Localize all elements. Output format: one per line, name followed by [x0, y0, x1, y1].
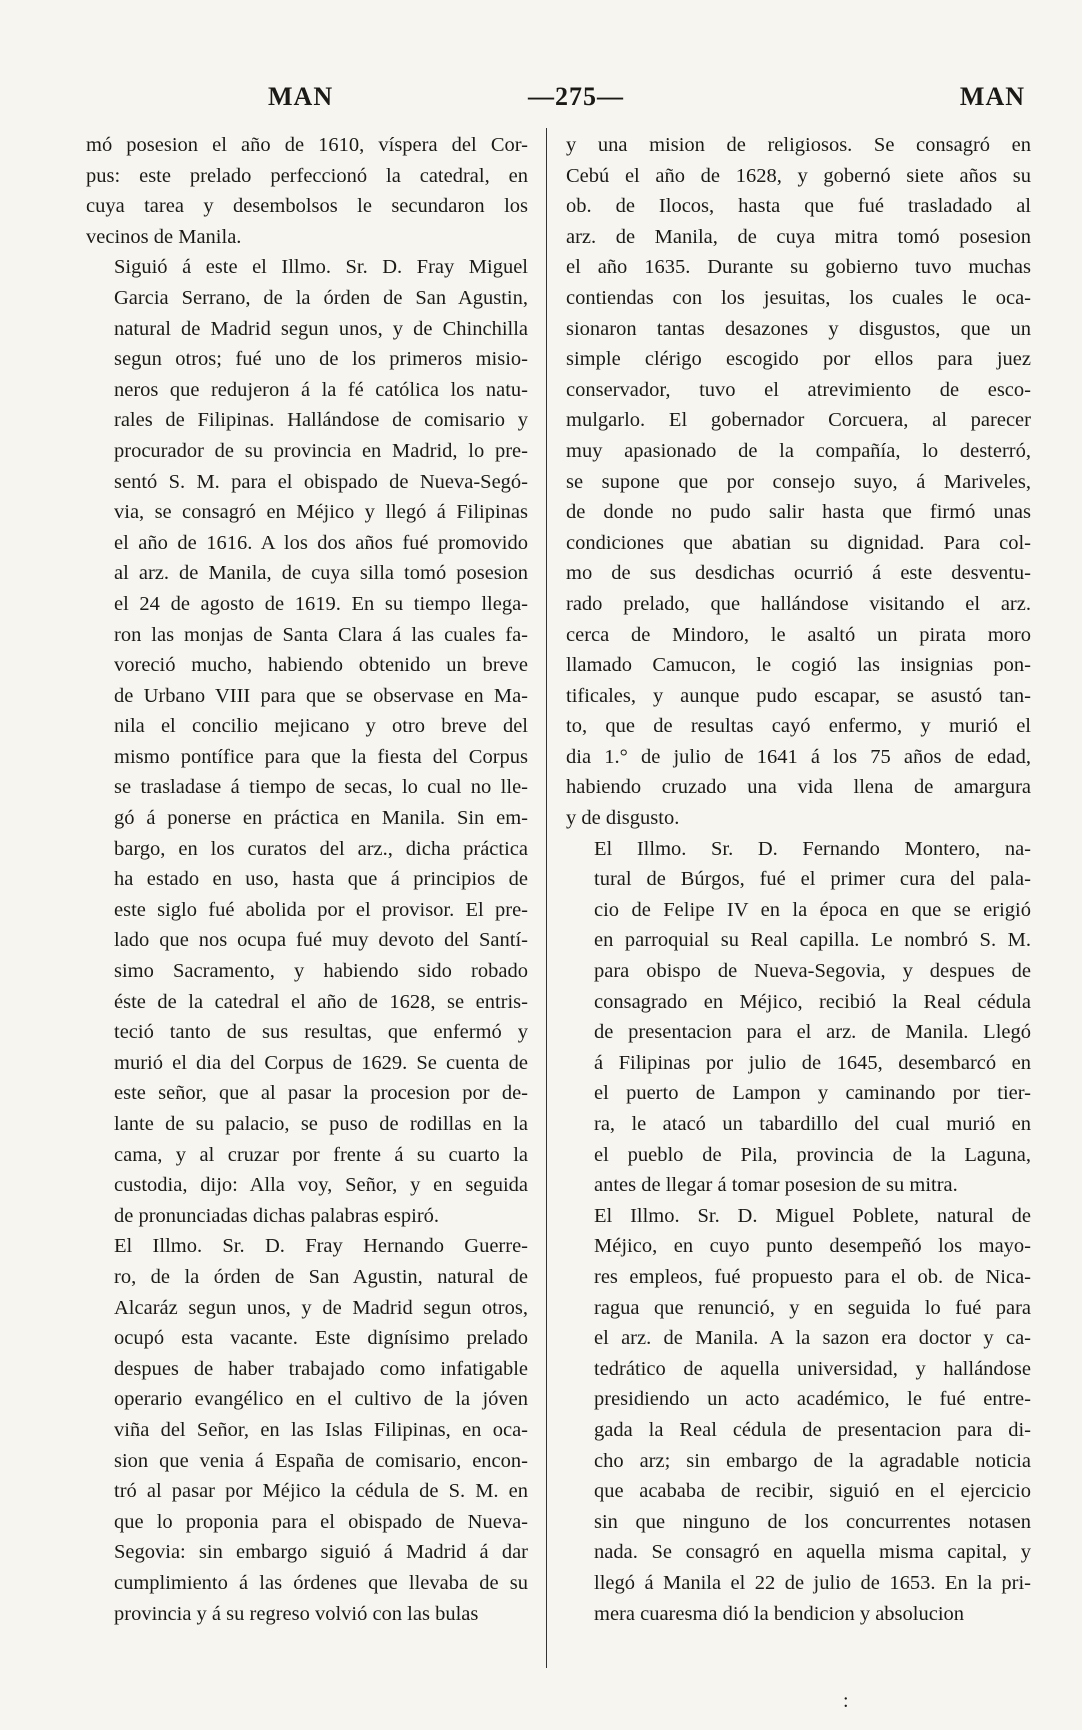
running-header — [80, 82, 1025, 122]
text-line: llamado Camucon, le cogió las insignias pon- — [566, 654, 1031, 677]
text-line: natural de Madrid segun unos, y de Chinchilla — [114, 317, 528, 340]
text-line: el año 1635. Durante su gobierno tuvo muchas — [566, 256, 1031, 279]
text-line: de presentacion para el arz. de Manila. Llegó — [594, 1021, 1031, 1044]
text-line: sion que venia á España de comisario, encon- — [114, 1449, 528, 1472]
text-line: sentó S. M. para el obispado de Nueva-Segó- — [114, 470, 528, 493]
paragraph — [566, 834, 1031, 1201]
text-line: Siguió á este el Illmo. Sr. D. Fray Miguel — [114, 256, 528, 279]
text-line: El Illmo. Sr. D. Fernando Montero, na- — [594, 837, 1031, 860]
text-line: murió el dia del Corpus de 1629. Se cuenta de — [114, 1051, 528, 1074]
text-line: custodia, dijo: Alla voy, Señor, y en seguida — [114, 1174, 528, 1197]
text-line: to, que de resultas cayó enfermo, y murió el — [566, 715, 1031, 738]
text-line: llegó á Manila el 22 de julio de 1653. En la pri- — [594, 1571, 1031, 1594]
text-line: mo de sus desdichas ocurrió á este desventu- — [566, 562, 1031, 585]
text-line: tural de Búrgos, fué el primer cura del pala- — [594, 868, 1031, 891]
text-line: ro, de la órden de San Agustin, natural de — [114, 1265, 528, 1288]
text-line: dia 1.° de julio de 1641 á los 75 años de edad, — [566, 745, 1031, 768]
text-line: tificales, y aunque pudo escapar, se asustó tan- — [566, 684, 1031, 707]
text-line: condiciones que abatian su dignidad. Para col- — [566, 531, 1031, 554]
text-line: se trasladase á tiempo de secas, lo cual no lle- — [114, 776, 528, 799]
text-line: este siglo fué abolida por el provisor. El pre- — [114, 898, 528, 921]
text-line: sin que ninguno de los concurrentes notasen — [594, 1510, 1031, 1533]
text-line: El Illmo. Sr. D. Fray Hernando Guerre- — [114, 1235, 528, 1258]
text-line: lado que nos ocupa fué muy devoto del Santí- — [114, 929, 528, 952]
paragraph — [566, 130, 1031, 834]
text-line: via, se consagró en Méjico y llegó á Filipinas — [114, 501, 528, 524]
text-line: contiendas con los jesuitas, los cuales le oca- — [566, 286, 1031, 309]
text-line: el puerto de Lampon y caminando por tier- — [594, 1082, 1031, 1105]
text-line: se supone que por consejo suyo, á Mariveles, — [566, 470, 1031, 493]
text-line: cama, y al cruzar por frente á su cuarto la — [114, 1143, 528, 1166]
text-line: nila el concilio mejicano y otro breve del — [114, 715, 528, 738]
text-line: pus: este prelado perfeccionó la catedral, en — [86, 164, 528, 187]
text-line: res empleos, fué propuesto para el ob. de Nica- — [594, 1265, 1031, 1288]
paragraph — [86, 1231, 528, 1629]
column-divider — [546, 128, 547, 1668]
text-line: bargo, en los curatos del arz., dicha práctica — [114, 837, 528, 860]
text-line: lante de su palacio, se puso de rodillas en la — [114, 1113, 528, 1135]
text-line: gó á ponerse en práctica en Manila. Sin em- — [114, 807, 528, 830]
text-line: mera cuaresma dió la bendicion y absolucion — [594, 1602, 965, 1625]
text-line: viña del Señor, en las Islas Filipinas, en oca- — [114, 1418, 528, 1441]
text-line: mó posesion el año de 1610, víspera del Cor- — [86, 134, 528, 156]
text-line: provincia y á su regreso volvió con las bulas — [114, 1602, 479, 1625]
text-line: á Filipinas por julio de 1645, desembarcó en — [594, 1051, 1031, 1074]
text-line: voreció mucho, habiendo obtenido un breve — [114, 654, 528, 677]
text-line: simo Sacramento, y habiendo sido robado — [114, 960, 528, 983]
text-line: que lo proponia para el obispado de Nueva- — [114, 1510, 528, 1533]
text-line: mulgarlo. El gobernador Corcuera, al parecer — [566, 409, 1031, 432]
text-line: neros que redujeron á la fé católica los natu- — [114, 378, 528, 401]
text-line: nada. Se consagró en aquella misma capital, y — [594, 1541, 1031, 1564]
text-line: rado prelado, que hallándose visitando el arz. — [566, 592, 1031, 615]
paragraph — [86, 130, 528, 252]
text-line: Cebú el año de 1628, y gobernó siete años su — [566, 164, 1031, 187]
text-line: cuya tarea y desembolsos le secundaron los — [86, 195, 528, 218]
text-line: para obispo de Nueva-Segovia, y despues de — [594, 960, 1031, 983]
text-line: tró al pasar por Méjico la cédula de S. M. en — [114, 1480, 528, 1503]
text-line: cumplimiento á las órdenes que llevaba de su — [114, 1571, 528, 1594]
text-line: el año de 1616. A los dos años fué promovido — [114, 531, 528, 554]
text-line: ra, le atacó un tabardillo del cual murió en — [594, 1113, 1031, 1135]
text-line: ragua que renunció, y en seguida lo fué para — [594, 1296, 1031, 1319]
paragraph — [86, 252, 528, 1231]
text-line: que acababa de recibir, siguió en el ejercicio — [594, 1480, 1031, 1503]
header-right-word: MAN — [959, 82, 1025, 111]
text-line: El Illmo. Sr. D. Miguel Poblete, natural de — [594, 1204, 1031, 1227]
text-line: de donde no pudo salir hasta que firmó unas — [566, 501, 1031, 524]
text-line: al arz. de Manila, de cuya silla tomó posesion — [114, 562, 528, 585]
text-line: éste de la catedral el año de 1628, se entris- — [114, 990, 528, 1013]
text-line: tedrático de aquella universidad, y hallándose — [594, 1357, 1031, 1380]
text-line: rales de Filipinas. Hallándose de comisario y — [114, 409, 528, 432]
text-line: ha estado en uso, hasta que á principios de — [114, 868, 528, 891]
text-line: segun otros; fué uno de los primeros misio- — [114, 348, 528, 371]
text-line: conservador, tuvo el atrevimiento de esco- — [566, 378, 1031, 401]
text-line: mismo pontífice para que la fiesta del Corpus — [114, 745, 528, 768]
text-line: ocupó esta vacante. Este dignísimo prelado — [114, 1327, 528, 1350]
header-left-word: MAN — [268, 82, 334, 111]
left-column — [86, 130, 528, 1629]
text-line: presidiendo un acto académico, le fué entre- — [594, 1388, 1031, 1411]
footer-mark: : — [843, 1690, 849, 1712]
text-line: este señor, que al pasar la procesion por de- — [114, 1082, 528, 1105]
text-line: simple clérigo escogido por ellos para juez — [566, 348, 1031, 371]
paragraph — [566, 1201, 1031, 1629]
text-line: vecinos de Manila. — [86, 225, 242, 248]
text-line: ron las monjas de Santa Clara á las cuales fa- — [114, 623, 528, 646]
text-line: ob. de Ilocos, hasta que fué trasladado al — [566, 195, 1031, 218]
text-line: operario evangélico en el cultivo de la jóven — [114, 1388, 528, 1411]
text-line: sionaron tantas desazones y disgustos, que un — [566, 317, 1031, 340]
text-line: de Urbano VIII para que se observase en Ma- — [114, 684, 528, 707]
text-line: muy apasionado de la compañía, lo desterró, — [566, 439, 1031, 462]
text-line: de pronunciadas dichas palabras espiró. — [114, 1204, 440, 1227]
text-line: Garcia Serrano, de la órden de San Agustin, — [114, 286, 528, 309]
text-line: antes de llegar á tomar posesion de su mitra. — [594, 1174, 958, 1197]
text-line: y de disgusto. — [566, 807, 680, 830]
text-line: el pueblo de Pila, provincia de la Laguna, — [594, 1143, 1031, 1166]
text-line: procurador de su provincia en Madrid, lo pre- — [114, 439, 528, 462]
text-line: gada la Real cédula de presentacion para di- — [594, 1418, 1031, 1441]
page-number: —275— — [528, 82, 624, 111]
text-line: cerca de Mindoro, le asaltó un pirata moro — [566, 623, 1031, 646]
text-line: Méjico, en cuyo punto desempeñó los mayo- — [594, 1235, 1031, 1258]
text-line: Alcaráz segun unos, y de Madrid segun otros, — [114, 1296, 528, 1319]
text-line: el arz. de Manila. A la sazon era doctor y ca- — [594, 1327, 1031, 1350]
text-line: teció tanto de sus resultas, que enfermó y — [114, 1021, 528, 1044]
text-line: cho arz; sin embargo de la agradable noticia — [594, 1449, 1031, 1472]
text-line: arz. de Manila, de cuya mitra tomó posesion — [566, 225, 1031, 248]
text-line: habiendo cruzado una vida llena de amargura — [566, 776, 1031, 799]
text-line: el 24 de agosto de 1619. En su tiempo llega- — [114, 592, 528, 615]
text-line: consagrado en Méjico, recibió la Real cédula — [594, 990, 1031, 1013]
right-column — [566, 130, 1031, 1629]
text-line: despues de haber trabajado como infatigable — [114, 1357, 528, 1380]
text-line: Segovia: sin embargo siguió á Madrid á dar — [114, 1541, 528, 1564]
text-line: y una mision de religiosos. Se consagró en — [566, 134, 1031, 156]
text-line: en parroquial su Real capilla. Le nombró S. M. — [594, 929, 1031, 952]
text-line: cio de Felipe IV en la época en que se erigió — [594, 898, 1031, 921]
